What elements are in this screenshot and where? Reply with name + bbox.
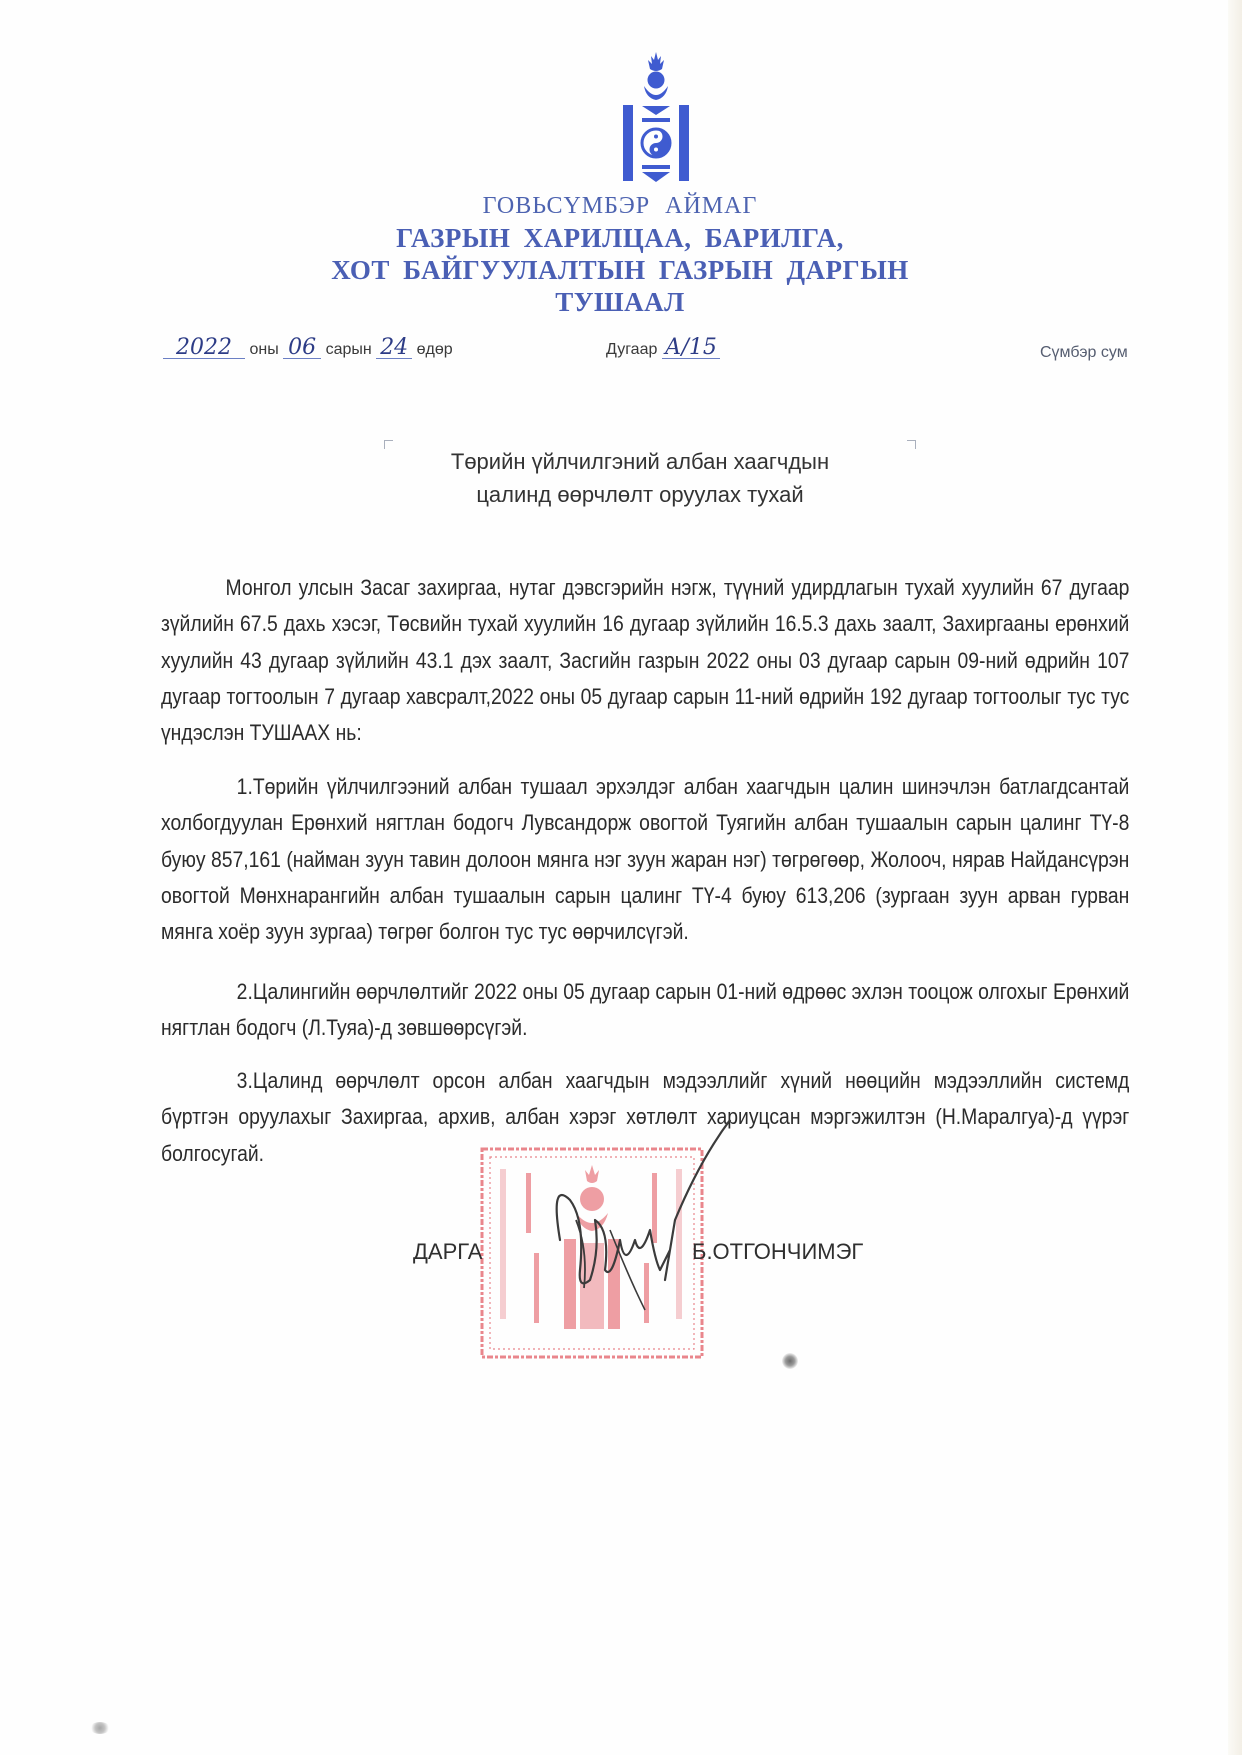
order-item-1-text: 1.Төрийн үйлчилгээний албан тушаал эрхэлдэг албан хаагчдын цалин шинэчлэн батлагдсантай холбогдуулан Ерөнхий нягтлан бодогч Лувсандорж овогтой Туягийн албан тушаалын сарын цалинг ТҮ-8 буюу 857,161 (найман зуун тавин долоон мянга нэг зуун жаран нэг) төгрөгөөр, Жолооч, нярав Найдансүрэн овогтой Мөнхнарангийн албан тушаалын сарын цалинг ТҮ-4 буюу 613,206 (зургаан зуун арван гурван мянга хоёр зуун зургаа) төгрөг болгон тус тус өөрчилсүгэй. <box>161 774 1130 945</box>
number-label: Дугаар <box>606 341 658 358</box>
document-subject <box>380 445 900 511</box>
signatory-name: Б.ОТГОНЧИМЭГ <box>692 1239 864 1264</box>
signatory-title: ДАРГА <box>413 1239 483 1264</box>
document-type: ТУШААЛ <box>555 287 685 317</box>
subject-line-1: Төрийн үйлчилгэний албан хаагчдын <box>450 449 830 474</box>
soyombo-emblem-icon <box>620 52 692 184</box>
preamble-paragraph <box>161 570 1130 751</box>
day-label: өдөр <box>416 341 453 358</box>
order-number-value: А/15 <box>662 338 720 359</box>
order-number-line <box>606 335 720 360</box>
month-label: сарын <box>325 341 372 358</box>
corner-mark-right <box>907 440 916 449</box>
scan-edge <box>1228 0 1242 1755</box>
organization-name-line1: ГАЗРЫН ХАРИЛЦАА, БАРИЛГА, <box>396 223 844 253</box>
order-item-3-text: 3.Цалинд өөрчлөлт орсон албан хаагчдын мэдээллийг хүний нөөцийн мэдээллийн системд бүртгэн оруулахыг Захиргаа, архив, албан хэрэг хөтлөлт хариуцсан мэргэжилтэн (Н.Маралгуа)-д үүрэг болгосугай. <box>161 1068 1130 1166</box>
scan-smudge <box>90 1722 110 1734</box>
letterhead <box>300 192 940 316</box>
year-value: 2022 <box>163 338 245 359</box>
month-value: 06 <box>283 338 321 359</box>
day-value: 24 <box>376 338 412 359</box>
aimag-name: ГОВЬСҮМБЭР АЙМАГ <box>482 193 758 219</box>
handwritten-signature <box>540 1120 740 1330</box>
place-name: Сүмбэр сум <box>1040 344 1128 361</box>
date-line <box>163 335 453 360</box>
order-item-2-text: 2.Цалингийн өөрчлөлтийг 2022 оны 05 дугаар сарын 01-ний өдрөөс эхлэн тооцож олгохыг Ерөнхий нягтлан бодогч (Л.Туяа)-д зөвшөөрсүгэй. <box>161 979 1130 1041</box>
order-item-1 <box>161 769 1130 950</box>
subject-line-2: цалинд өөрчлөлт оруулах тухай <box>476 482 804 507</box>
scan-smudge <box>782 1353 798 1369</box>
order-item-2 <box>161 974 1130 1047</box>
preamble-text: Монгол улсын Засаг захиргаа, нутаг дэвсгэрийн нэгж, түүний удирдлагын тухай хуулийн 67 дугаар зүйлийн 67.5 дахь хэсэг, Төсвийн тухай хуулийн 16 дугаар зүйлийн 16.5.3 дахь заалт, Захиргааны ерөнхий хуулийн 43 дугаар зүйлийн 43.1 дэх заалт, Засгийн газрын 2022 оны 03 дугаар сарын 09-ний өдрийн 107 дугаар тогтоолын 7 дугаар хавсралт,2022 оны 05 дугаар сарын 11-ний өдрийн 192 дугаар тогтоолыг тус тус үндэслэн ТУШААХ нь: <box>161 575 1130 746</box>
organization-name-line2: ХОТ БАЙГУУЛАЛТЫН ГАЗРЫН ДАРГЫН <box>331 255 909 285</box>
year-label: оны <box>249 341 279 358</box>
